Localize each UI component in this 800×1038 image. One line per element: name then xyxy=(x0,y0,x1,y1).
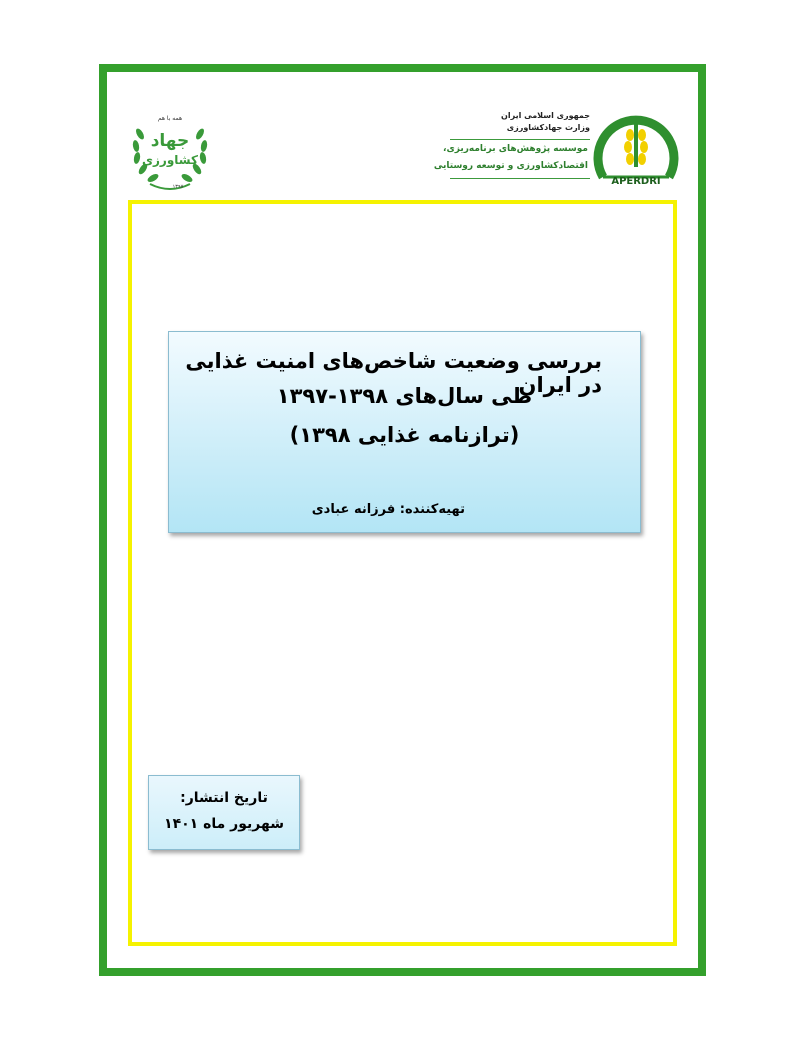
jahad-logo-top-text: همه با هم xyxy=(157,115,183,122)
jahad-keshavarzi-logo xyxy=(128,104,212,192)
publish-date-label: تاریخ انتشار: xyxy=(180,790,268,806)
report-subtitle: (ترازنامه غذایی ۱۳۹۸) xyxy=(289,423,520,447)
publish-date-value: شهریور ماه ۱۴۰۱ xyxy=(164,816,284,832)
report-title: بررسی وضعیت شاخص‌های امنیت غذایی در ایران xyxy=(185,349,602,397)
report-years: طی سال‌های ۱۳۹۸-۱۳۹۷ xyxy=(276,384,533,408)
institute-name-line1: موسسه پژوهش‌های برنامه‌ریزی، xyxy=(443,144,588,154)
jahad-logo-sub-text: کشاورزی xyxy=(142,153,198,167)
publish-date-box xyxy=(148,775,300,850)
title-box xyxy=(168,331,641,533)
aperdri-logo-text: APERDRI xyxy=(611,176,661,187)
institute-name-line2: اقتصادکشاورزی و توسعه روستایی xyxy=(433,161,588,171)
institute-name-box xyxy=(433,139,590,179)
institute-header xyxy=(433,105,680,187)
aperdri-logo xyxy=(593,107,679,187)
jahad-logo-date-text: ۱۳۹۷ xyxy=(172,184,184,190)
report-preparer: تهیه‌کننده: فرزانه عبادی xyxy=(311,502,465,517)
jahad-logo-main-text: جهاد xyxy=(150,131,190,151)
ministry-name: وزارت جهادکشاورزی xyxy=(506,123,590,132)
government-name: جمهوری اسلامی ایران xyxy=(501,111,590,120)
